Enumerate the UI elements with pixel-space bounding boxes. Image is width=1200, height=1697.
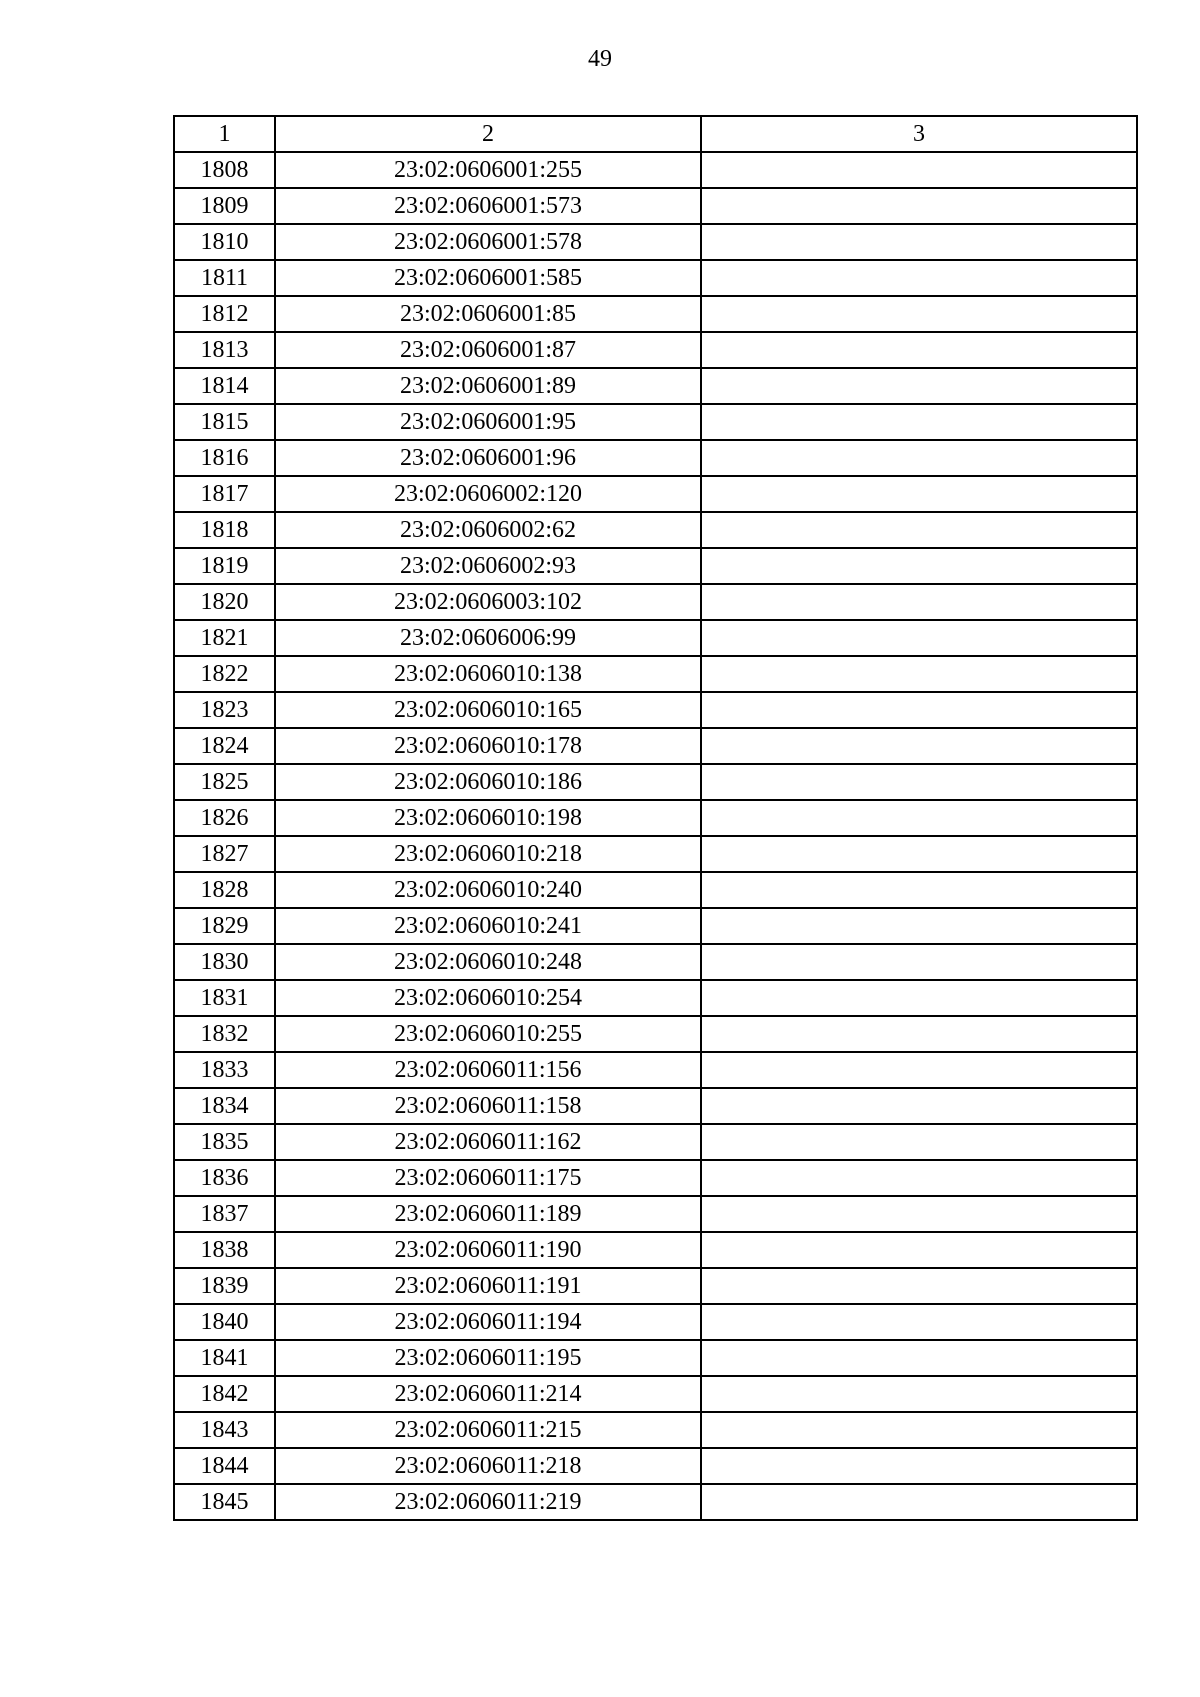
table-body bbox=[174, 116, 1137, 1520]
note-cell bbox=[701, 728, 1137, 764]
note-cell bbox=[701, 872, 1137, 908]
row-number-cell: 1842 bbox=[174, 1376, 275, 1412]
table-row bbox=[174, 1484, 1137, 1520]
table-row bbox=[174, 944, 1137, 980]
row-number-cell: 1811 bbox=[174, 260, 275, 296]
column-header-2: 2 bbox=[275, 116, 701, 152]
cadastral-number-cell: 23:02:0606001:573 bbox=[275, 188, 701, 224]
cadastral-number-cell: 23:02:0606010:248 bbox=[275, 944, 701, 980]
row-number-cell: 1833 bbox=[174, 1052, 275, 1088]
table-row bbox=[174, 1196, 1137, 1232]
row-number-cell: 1829 bbox=[174, 908, 275, 944]
cadastral-number-cell: 23:02:0606010:178 bbox=[275, 728, 701, 764]
table-row bbox=[174, 1340, 1137, 1376]
cadastral-number-cell: 23:02:0606002:62 bbox=[275, 512, 701, 548]
row-number-cell: 1814 bbox=[174, 368, 275, 404]
table-row bbox=[174, 476, 1137, 512]
cadastral-number-cell: 23:02:0606010:241 bbox=[275, 908, 701, 944]
row-number-cell: 1832 bbox=[174, 1016, 275, 1052]
cadastral-number-cell: 23:02:0606010:255 bbox=[275, 1016, 701, 1052]
row-number-cell: 1813 bbox=[174, 332, 275, 368]
table-row bbox=[174, 656, 1137, 692]
row-number-cell: 1831 bbox=[174, 980, 275, 1016]
row-number-cell: 1810 bbox=[174, 224, 275, 260]
note-cell bbox=[701, 548, 1137, 584]
cadastral-number-cell: 23:02:0606001:85 bbox=[275, 296, 701, 332]
row-number-cell: 1809 bbox=[174, 188, 275, 224]
row-number-cell: 1830 bbox=[174, 944, 275, 980]
row-number-cell: 1816 bbox=[174, 440, 275, 476]
cadastral-number-cell: 23:02:0606010:198 bbox=[275, 800, 701, 836]
note-cell bbox=[701, 1376, 1137, 1412]
table-row bbox=[174, 1160, 1137, 1196]
row-number-cell: 1819 bbox=[174, 548, 275, 584]
cadastral-number-cell: 23:02:0606001:95 bbox=[275, 404, 701, 440]
row-number-cell: 1817 bbox=[174, 476, 275, 512]
cadastral-number-cell: 23:02:0606011:218 bbox=[275, 1448, 701, 1484]
table-row bbox=[174, 260, 1137, 296]
note-cell bbox=[701, 1016, 1137, 1052]
note-cell bbox=[701, 476, 1137, 512]
row-number-cell: 1837 bbox=[174, 1196, 275, 1232]
row-number-cell: 1808 bbox=[174, 152, 275, 188]
note-cell bbox=[701, 1484, 1137, 1520]
cadastral-number-cell: 23:02:0606010:165 bbox=[275, 692, 701, 728]
table-row bbox=[174, 764, 1137, 800]
table-row bbox=[174, 908, 1137, 944]
cadastral-number-cell: 23:02:0606011:156 bbox=[275, 1052, 701, 1088]
row-number-cell: 1823 bbox=[174, 692, 275, 728]
table-row bbox=[174, 1448, 1137, 1484]
cadastral-number-cell: 23:02:0606001:96 bbox=[275, 440, 701, 476]
cadastral-number-cell: 23:02:0606011:219 bbox=[275, 1484, 701, 1520]
column-header-3: 3 bbox=[701, 116, 1137, 152]
row-number-cell: 1827 bbox=[174, 836, 275, 872]
note-cell bbox=[701, 1160, 1137, 1196]
table-row bbox=[174, 1304, 1137, 1340]
cadastral-table bbox=[173, 115, 1138, 1521]
cadastral-number-cell: 23:02:0606011:189 bbox=[275, 1196, 701, 1232]
note-cell bbox=[701, 260, 1137, 296]
cadastral-number-cell: 23:02:0606011:215 bbox=[275, 1412, 701, 1448]
table-row bbox=[174, 152, 1137, 188]
note-cell bbox=[701, 224, 1137, 260]
table-row bbox=[174, 332, 1137, 368]
table-row bbox=[174, 188, 1137, 224]
note-cell bbox=[701, 152, 1137, 188]
row-number-cell: 1838 bbox=[174, 1232, 275, 1268]
cadastral-number-cell: 23:02:0606011:194 bbox=[275, 1304, 701, 1340]
row-number-cell: 1828 bbox=[174, 872, 275, 908]
table-row bbox=[174, 620, 1137, 656]
cadastral-number-cell: 23:02:0606001:255 bbox=[275, 152, 701, 188]
cadastral-number-cell: 23:02:0606011:191 bbox=[275, 1268, 701, 1304]
table-row bbox=[174, 548, 1137, 584]
note-cell bbox=[701, 188, 1137, 224]
table-row bbox=[174, 1376, 1137, 1412]
note-cell bbox=[701, 764, 1137, 800]
cadastral-number-cell: 23:02:0606011:214 bbox=[275, 1376, 701, 1412]
cadastral-number-cell: 23:02:0606010:138 bbox=[275, 656, 701, 692]
table-row bbox=[174, 512, 1137, 548]
table-row bbox=[174, 1052, 1137, 1088]
note-cell bbox=[701, 1052, 1137, 1088]
row-number-cell: 1835 bbox=[174, 1124, 275, 1160]
table-row bbox=[174, 1232, 1137, 1268]
row-number-cell: 1826 bbox=[174, 800, 275, 836]
table-row bbox=[174, 692, 1137, 728]
note-cell bbox=[701, 656, 1137, 692]
cadastral-number-cell: 23:02:0606002:93 bbox=[275, 548, 701, 584]
table-row bbox=[174, 296, 1137, 332]
table-row bbox=[174, 1412, 1137, 1448]
note-cell bbox=[701, 908, 1137, 944]
note-cell bbox=[701, 512, 1137, 548]
note-cell bbox=[701, 332, 1137, 368]
row-number-cell: 1843 bbox=[174, 1412, 275, 1448]
cadastral-number-cell: 23:02:0606011:195 bbox=[275, 1340, 701, 1376]
row-number-cell: 1818 bbox=[174, 512, 275, 548]
table-row bbox=[174, 440, 1137, 476]
column-header-1: 1 bbox=[174, 116, 275, 152]
note-cell bbox=[701, 1340, 1137, 1376]
note-cell bbox=[701, 980, 1137, 1016]
note-cell bbox=[701, 440, 1137, 476]
row-number-cell: 1845 bbox=[174, 1484, 275, 1520]
table-row bbox=[174, 800, 1137, 836]
cadastral-number-cell: 23:02:0606011:190 bbox=[275, 1232, 701, 1268]
cadastral-number-cell: 23:02:0606001:89 bbox=[275, 368, 701, 404]
note-cell bbox=[701, 368, 1137, 404]
cadastral-number-cell: 23:02:0606010:240 bbox=[275, 872, 701, 908]
note-cell bbox=[701, 944, 1137, 980]
table-row bbox=[174, 368, 1137, 404]
table-header-row bbox=[174, 116, 1137, 152]
row-number-cell: 1815 bbox=[174, 404, 275, 440]
cadastral-number-cell: 23:02:0606002:120 bbox=[275, 476, 701, 512]
note-cell bbox=[701, 404, 1137, 440]
row-number-cell: 1820 bbox=[174, 584, 275, 620]
page-number: 49 bbox=[588, 46, 612, 72]
table-row bbox=[174, 584, 1137, 620]
table-row bbox=[174, 728, 1137, 764]
cadastral-number-cell: 23:02:0606010:186 bbox=[275, 764, 701, 800]
row-number-cell: 1844 bbox=[174, 1448, 275, 1484]
cadastral-number-cell: 23:02:0606001:585 bbox=[275, 260, 701, 296]
note-cell bbox=[701, 836, 1137, 872]
row-number-cell: 1841 bbox=[174, 1340, 275, 1376]
note-cell bbox=[701, 1268, 1137, 1304]
row-number-cell: 1821 bbox=[174, 620, 275, 656]
note-cell bbox=[701, 800, 1137, 836]
note-cell bbox=[701, 296, 1137, 332]
cadastral-number-cell: 23:02:0606001:87 bbox=[275, 332, 701, 368]
cadastral-number-cell: 23:02:0606010:218 bbox=[275, 836, 701, 872]
cadastral-number-cell: 23:02:0606001:578 bbox=[275, 224, 701, 260]
cadastral-number-cell: 23:02:0606011:175 bbox=[275, 1160, 701, 1196]
row-number-cell: 1840 bbox=[174, 1304, 275, 1340]
note-cell bbox=[701, 584, 1137, 620]
note-cell bbox=[701, 692, 1137, 728]
cadastral-number-cell: 23:02:0606003:102 bbox=[275, 584, 701, 620]
table-row bbox=[174, 980, 1137, 1016]
row-number-cell: 1812 bbox=[174, 296, 275, 332]
row-number-cell: 1825 bbox=[174, 764, 275, 800]
cadastral-number-cell: 23:02:0606011:162 bbox=[275, 1124, 701, 1160]
table-row bbox=[174, 1124, 1137, 1160]
note-cell bbox=[701, 1124, 1137, 1160]
row-number-cell: 1834 bbox=[174, 1088, 275, 1124]
note-cell bbox=[701, 1448, 1137, 1484]
table-row bbox=[174, 1088, 1137, 1124]
cadastral-number-cell: 23:02:0606006:99 bbox=[275, 620, 701, 656]
table-row bbox=[174, 1016, 1137, 1052]
note-cell bbox=[701, 1088, 1137, 1124]
row-number-cell: 1836 bbox=[174, 1160, 275, 1196]
note-cell bbox=[701, 620, 1137, 656]
table-row bbox=[174, 224, 1137, 260]
row-number-cell: 1822 bbox=[174, 656, 275, 692]
row-number-cell: 1839 bbox=[174, 1268, 275, 1304]
note-cell bbox=[701, 1304, 1137, 1340]
cadastral-number-cell: 23:02:0606011:158 bbox=[275, 1088, 701, 1124]
table-row bbox=[174, 836, 1137, 872]
note-cell bbox=[701, 1232, 1137, 1268]
table-row bbox=[174, 1268, 1137, 1304]
table-row bbox=[174, 872, 1137, 908]
cadastral-number-cell: 23:02:0606010:254 bbox=[275, 980, 701, 1016]
note-cell bbox=[701, 1412, 1137, 1448]
table-row bbox=[174, 404, 1137, 440]
note-cell bbox=[701, 1196, 1137, 1232]
row-number-cell: 1824 bbox=[174, 728, 275, 764]
